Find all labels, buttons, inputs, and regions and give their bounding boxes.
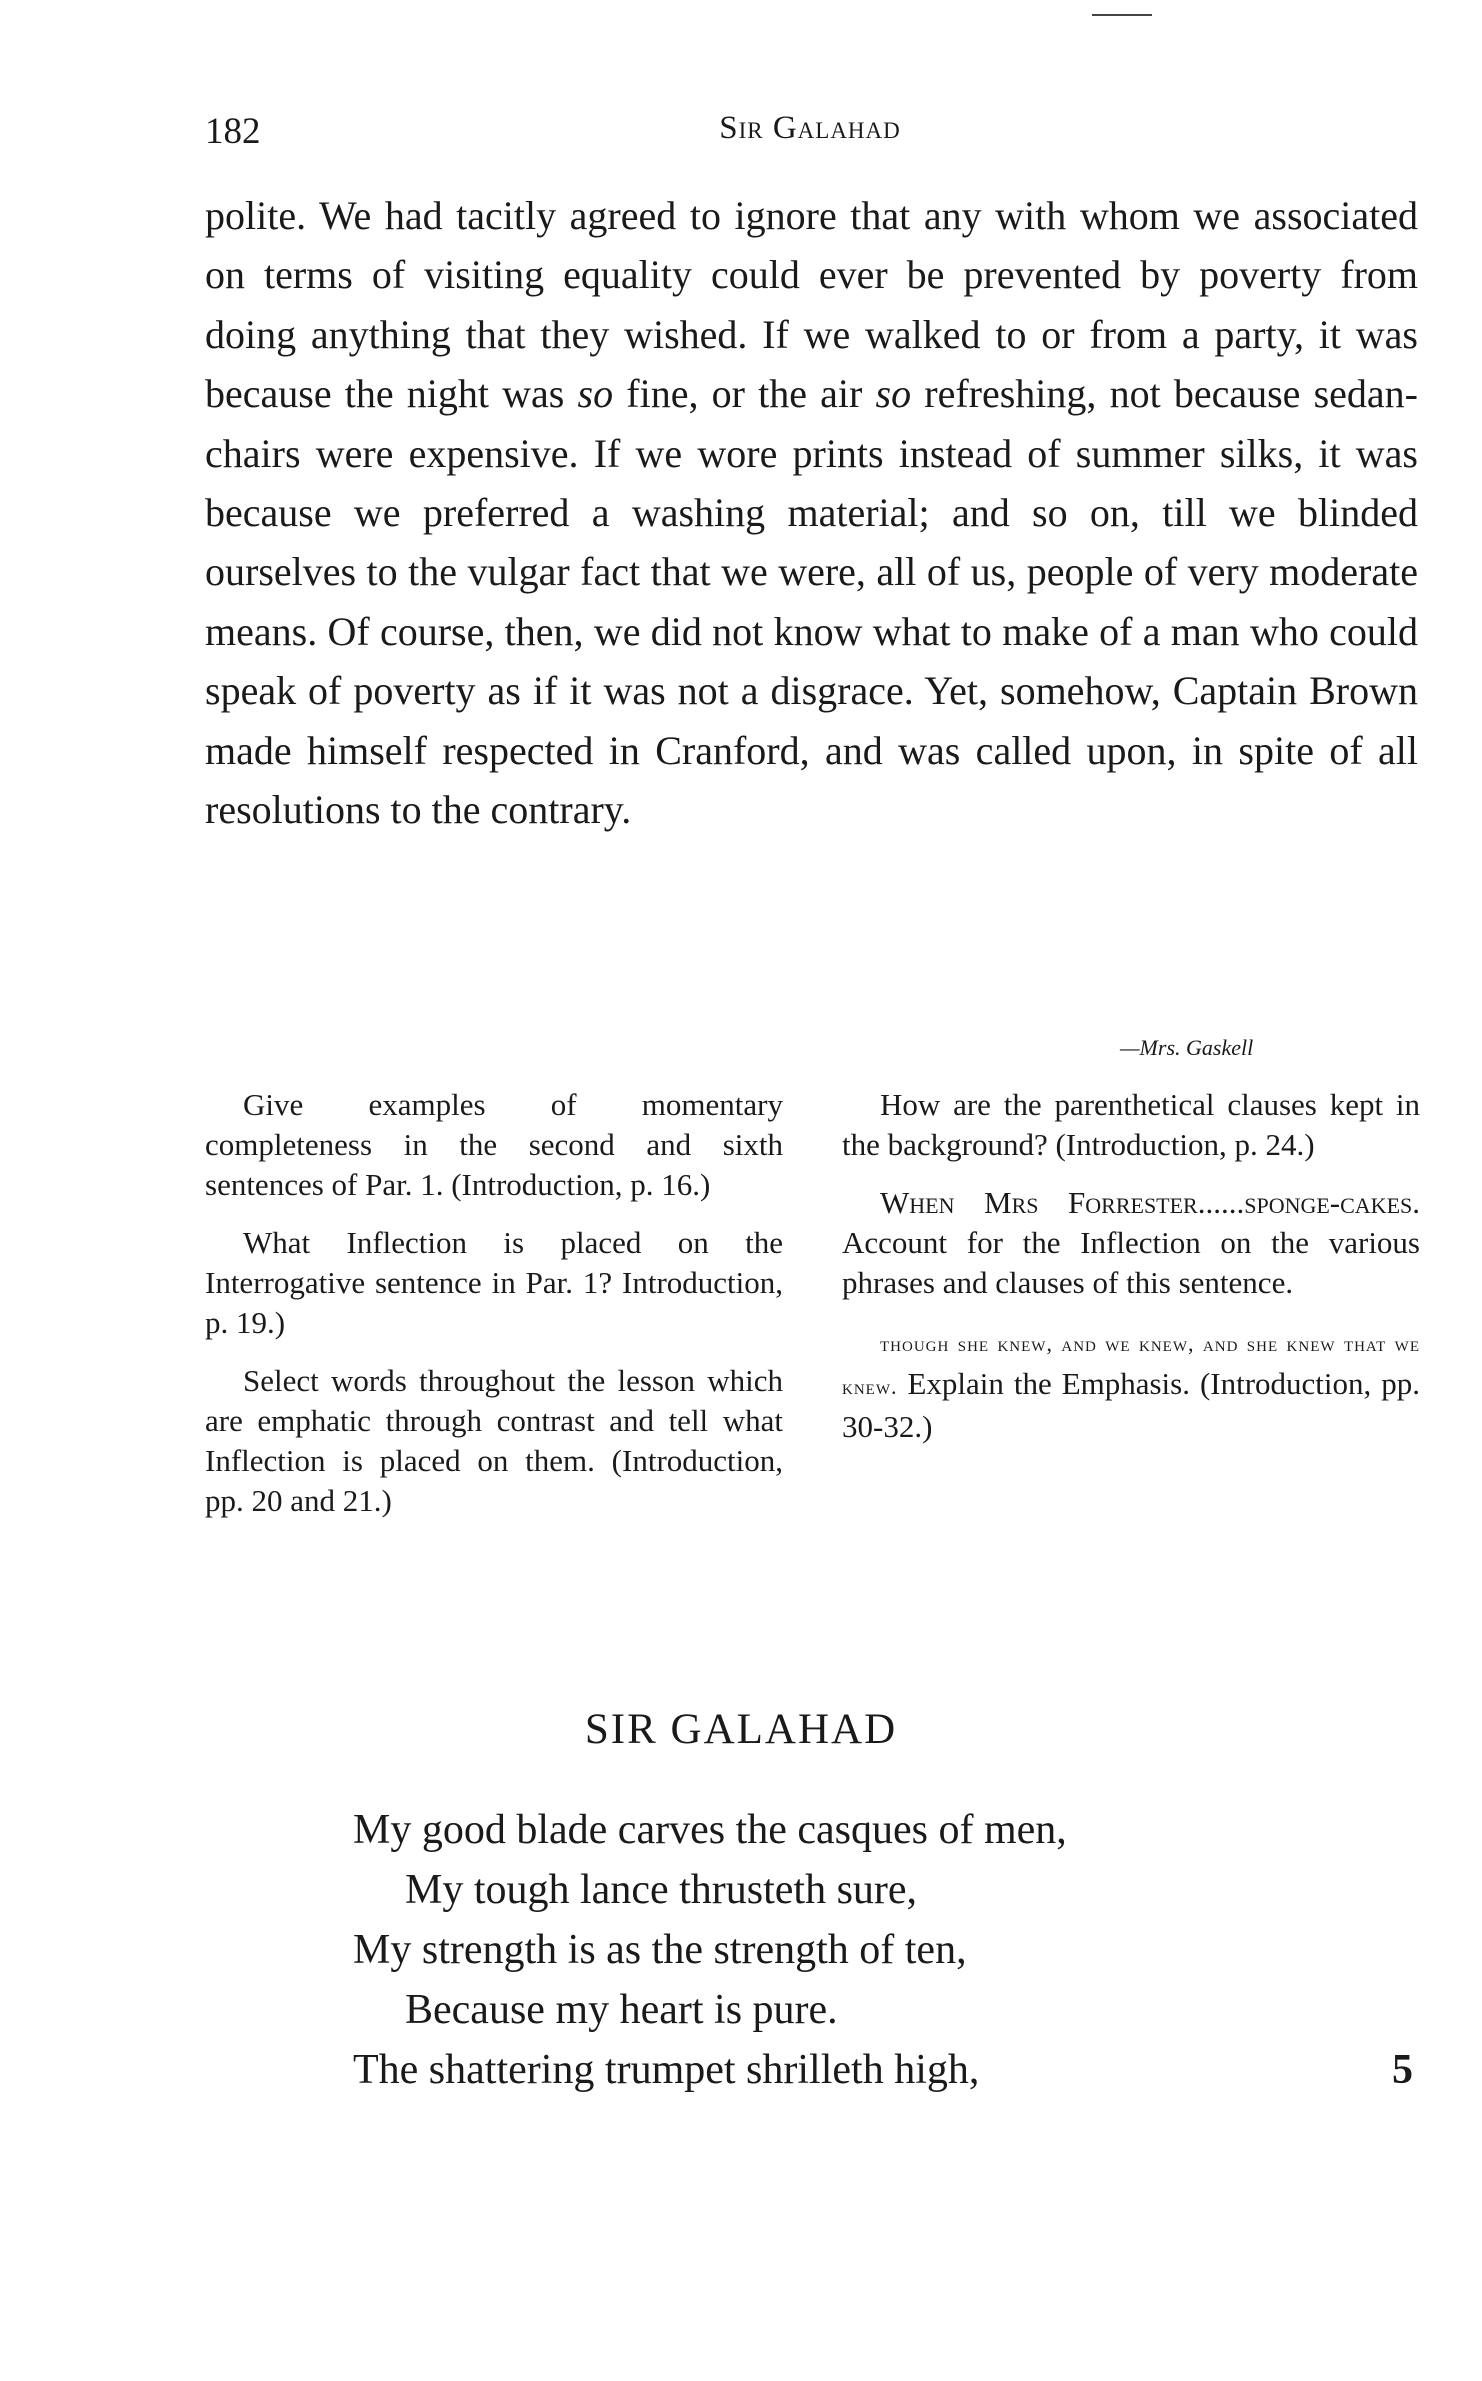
questions-left-column xyxy=(205,1085,783,1539)
line-number: 5 xyxy=(1392,2047,1413,2093)
page-header xyxy=(205,100,1415,160)
top-rule xyxy=(1092,14,1152,16)
questions-right-column xyxy=(842,1085,1420,1465)
poem xyxy=(353,1800,1413,2100)
question-item: What Inflection is placed on the Interrogative sentence in Par. 1? Introduction, p. 19.) xyxy=(205,1225,783,1340)
poem-title: SIR GALAHAD xyxy=(584,1706,898,1753)
question-item: How are the parenthetical clauses kept in the background? (Introduction, p. 24.) xyxy=(842,1087,1420,1162)
question-item xyxy=(842,1183,1420,1303)
prose-passage xyxy=(205,186,1418,839)
poem-line-text: The shattering trumpet shrilleth high, xyxy=(353,2047,980,2093)
running-head: Sir Galahad xyxy=(719,110,901,146)
prose-text-2: fine, or the air xyxy=(613,371,876,417)
poem-line: My tough lance thrusteth sure, xyxy=(405,1867,918,1913)
page-number: 182 xyxy=(205,111,261,152)
question-item: Give examples of momentary completeness in the second and sixth sentences of Par. 1. (Introduction, p. 16.) xyxy=(205,1087,783,1202)
author-attribution: —Mrs. Gaskell xyxy=(1120,1035,1254,1060)
prose-text-1: polite. We had tacitly agreed to ignore that any with whom we associated on terms of visiting equality could ever be prevented by poverty from doing anything that they wished. If we walked to or from a party, it was because the night was xyxy=(205,193,1418,417)
question-lead-phrase: though she knew, and we knew, and she knew that we knew. xyxy=(842,1331,1420,1399)
poem-line: My good blade carves the casques of men, xyxy=(353,1807,1067,1853)
poem-line: My strength is as the strength of ten, xyxy=(353,1927,967,1973)
prose-text-3: refreshing, not because sedan-chairs were expensive. If we wore prints instead of summer silks, it was because we preferred a washing material; and so on, till we blinded ourselves to the vulgar fact that we were, all of us, people of very moderate means. Of course, then, we did not know what to make of a man who could speak of poverty as if it was not a disgrace. Yet, somehow, Captain Brown made himself respected in Cranford, and was called upon, in spite of all resolutions to the contrary. xyxy=(205,371,1418,833)
question-text: Explain the Emphasis. (Introduction, pp. 30-32.) xyxy=(842,1366,1420,1444)
question-item: Select words throughout the lesson which are emphatic through contrast and tell what Inflection is placed on them. (Introduction, pp. 20 and 21.) xyxy=(205,1363,783,1518)
question-item xyxy=(842,1321,1420,1447)
prose-emphasis-1: so xyxy=(577,371,614,417)
question-lead-phrase: When Mrs Forrester......sponge-cakes. xyxy=(880,1185,1420,1220)
prose-paragraph xyxy=(205,186,1418,839)
poem-line-5 xyxy=(353,2040,1413,2100)
question-text: Account for the Inflection on the various phrases and clauses of this sentence. xyxy=(842,1225,1420,1300)
poem-line: Because my heart is pure. xyxy=(405,1987,838,2033)
prose-emphasis-2: so xyxy=(875,371,912,417)
